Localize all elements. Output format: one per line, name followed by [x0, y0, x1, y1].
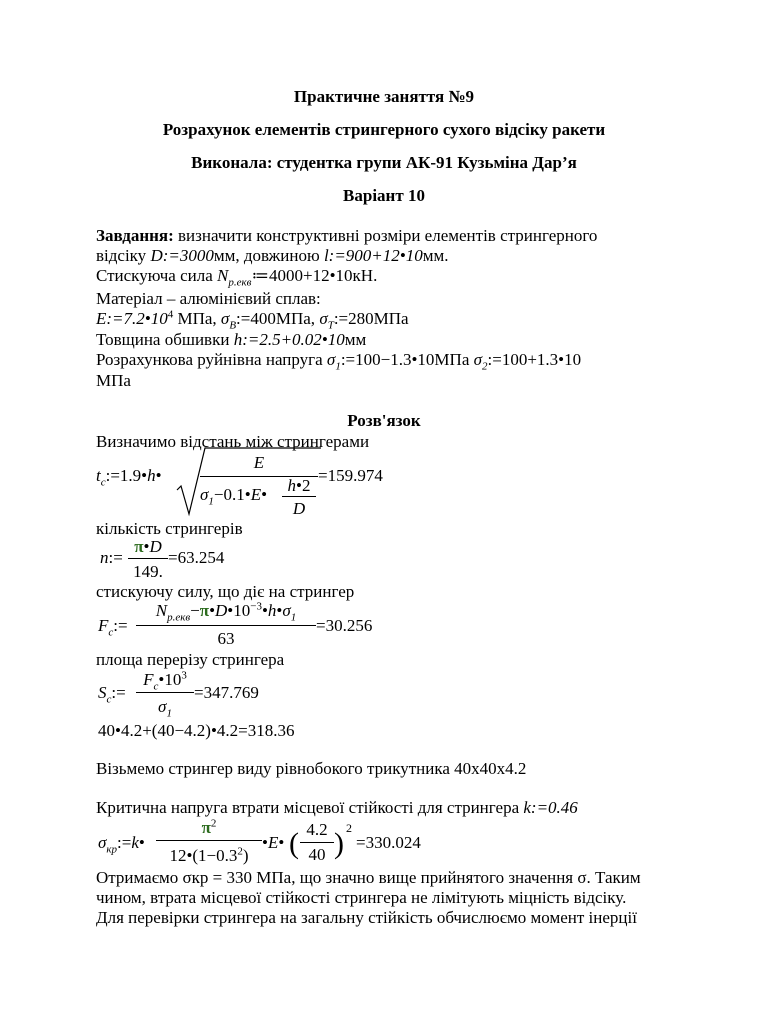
conclusion-line-1: Отримаємо σкр = 330 МПа, що значно вище прийнятого значення σ. Таким: [96, 868, 641, 887]
diameter-expression: D:=3000: [150, 246, 214, 265]
skin-thickness-line: Товщина обшивки h:=2.5+0.02•10мм: [96, 330, 367, 349]
task-line-1: Завдання: визначити конструктивні розміри елементів стрингерного: [96, 226, 598, 245]
step-count-text: кількість стрингерів: [96, 519, 243, 538]
document-title: Практичне заняття №9: [293, 87, 475, 106]
conclusion-line-2: чином, втрата місцевої стійкості стрингера не лімітують міцність відсіку.: [96, 888, 627, 907]
step-spacing-text: Визначимо відстань між стрингерами: [96, 432, 370, 451]
critical-stress-line: Критична напруга втрати місцевої стійкості для стрингера k:=0.46: [96, 798, 578, 817]
sigma-b-expression: :=400: [236, 309, 276, 328]
material-line: Матеріал – алюмінієвий сплав:: [96, 289, 321, 308]
force-expression: ≔4000+12•10: [251, 266, 353, 285]
variant-line: Варіант 10: [343, 186, 425, 205]
length-expression: l:=900+12•10: [323, 246, 423, 265]
material-props-line: $E:=7.2•10^4$ МПа, $\sigma_B:=400МПа$, $\sigma_T:=280МПа$: [96, 308, 409, 332]
area-result: =347.769: [194, 683, 259, 702]
stringer-force-result: =30.256: [316, 616, 373, 635]
count-result: =63.254: [168, 548, 225, 567]
step-force-text: стискуючу силу, що діє на стрингер: [96, 582, 355, 601]
critical-stress-result: =330.024: [356, 833, 421, 852]
sigma2-expression: :=100+1.3•10: [487, 350, 582, 369]
conclusion-line-3: Для перевірки стрингера на загальну стійкість обчислюємо момент інерції: [96, 908, 637, 927]
task-line-2: відсіку D:=3000мм, довжиною l:=900+12•10мм.: [96, 246, 449, 265]
solution-heading: Розв'язок: [347, 411, 421, 430]
task-label: Завдання:: [96, 226, 174, 245]
modulus-expression: E:=7.2•10: [96, 309, 168, 328]
area-check-expression: 40•4.2+(40−4.2)•4.2=318.36: [98, 721, 295, 740]
author-line: Виконала: студентка групи АК-91 Кузьміна Дар’я: [191, 153, 577, 172]
document-page: Практичне заняття №9 Розрахунок елементів стрингерного сухого відсіку ракети Виконала: студентка групи АК-91 Кузьміна Дар’я Варіант 10 Завдання: визначити конструктивні розміри елементів стрингерного відсіку D:=3000мм, довжиною l:=900+12•10мм. Стискуюча сила $N_{р.екв}≔4000+12•10кН$. Матеріал – алюмінієвий сплав: $E:=7.2•10^4$ МПа, $\sigma_B:=400МПа$, $\sigma_T:=280МПа$ Товщина обшивки h:=2.5+0.02•10мм Розрахункова руйнівна напруга $\sigma_1:=100-1.3•10МПа$ $\sigma_2:=100+1.3•10$ МПа Розв'язок Визначимо відстань між стрингерами $t_c:=1.9•h•$ E $\sigma_1-0.1•E•$ h•2 D =159.974 кількість стрингерів n:= π•D 149. =63.254 стискуючу силу, що діє на стрингер $F_c:=$ $N_{р.екв}-\pi•D•10^{-3}•h•\sigma_1$ 63 =30.256 площа перерізу стрингера $S_c:=$ $F_c•10^3$ $\sigma_1$ =347.769 40•4.2+(40−4.2)•4.2=318.36 Візьмемо стрингер виду рівнобокого трикутника 40х40х4.2 Критична напруга втрати місцевої стійкості для стрингера k:=0.46 $\sigma_{кр}:=k•$ $\pi^2$ $12•(1-0.3^2)$ •E• ( 4.2 40 ) 2 =330.024 Отримаємо σкр = 330 МПа, що значно вище прийнятого значення σ. Таким чином, втрата місцевої стійкості стрингера не лімітують міцність відсіку. Для перевірки стрингера на загальну стійкість обчислюємо момент інерції: [0, 0, 768, 1024]
step-area-text: площа перерізу стрингера: [96, 650, 285, 669]
document-subtitle: Розрахунок елементів стрингерного сухого відсіку ракети: [162, 120, 606, 139]
force-line: Стискуюча сила $N_{р.екв}≔4000+12•10кН$.: [96, 266, 378, 289]
stress-line: Розрахункова руйнівна напруга $\sigma_1:=100-1.3•10МПа$ $\sigma_2:=100+1.3•10$: [96, 350, 582, 373]
k-expression: k:=0.46: [523, 798, 578, 817]
skin-expression: h:=2.5+0.02•10: [233, 330, 345, 349]
stress-unit-line: МПа: [96, 371, 131, 390]
sigma-t-expression: :=280: [333, 309, 374, 328]
sigma1-expression: :=100−1.3•10: [340, 350, 435, 369]
spacing-result: =159.974: [318, 466, 383, 485]
stringer-choice-text: Візьмемо стрингер виду рівнобокого трикутника 40х40х4.2: [96, 759, 527, 778]
